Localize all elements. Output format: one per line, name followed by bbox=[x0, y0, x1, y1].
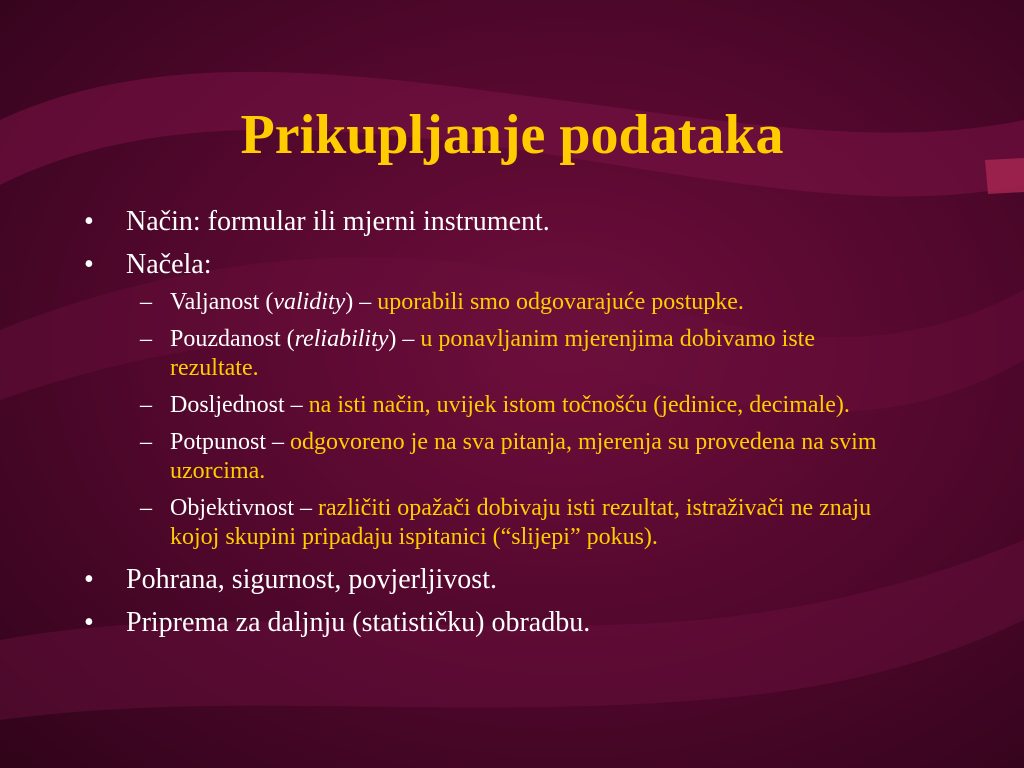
dash: – bbox=[140, 495, 152, 521]
slide-title: Prikupljanje podataka bbox=[240, 104, 784, 166]
slide-content bbox=[82, 202, 982, 646]
sub-item-potpunost bbox=[140, 428, 890, 486]
term-description: odgovoreno je na sva pitanja, mjerenja su provedena na svim uzorcima. bbox=[170, 429, 877, 484]
term-label: Valjanost ( bbox=[170, 289, 274, 315]
term-close: ) – bbox=[345, 289, 378, 315]
bullet-dot: • bbox=[84, 564, 94, 595]
term-label: Dosljednost – bbox=[170, 392, 309, 418]
bullet-pohrana bbox=[82, 560, 982, 600]
sub-item-dosljednost bbox=[140, 391, 890, 420]
bullet-nacin bbox=[82, 202, 982, 242]
term-description: uporabili smo odgovarajuće postupke. bbox=[377, 289, 744, 315]
bullet-nacela bbox=[82, 245, 982, 285]
term-label: Pouzdanost ( bbox=[170, 326, 295, 352]
bullet-dot: • bbox=[84, 607, 94, 638]
term-italic: validity bbox=[273, 289, 346, 315]
bullet-priprema bbox=[82, 603, 982, 643]
term-description: na isti način, uvijek istom točnošću (jedinice, decimale). bbox=[308, 392, 850, 418]
bullet-text: Pohrana, sigurnost, povjerljivost. bbox=[126, 564, 497, 595]
sub-item-pouzdanost bbox=[140, 325, 890, 383]
term-italic: reliability bbox=[294, 326, 389, 352]
sub-item-objektivnost bbox=[140, 494, 890, 552]
bullet-dot: • bbox=[84, 206, 94, 237]
sub-item-valjanost bbox=[140, 288, 890, 317]
bullet-text: Način: formular ili mjerni instrument. bbox=[126, 206, 550, 237]
term-label: Potpunost – bbox=[170, 429, 291, 455]
dash: – bbox=[140, 429, 152, 455]
term-close: ) – bbox=[388, 326, 421, 352]
term-description: različiti opažači dobivaju isti rezultat, istraživači ne znaju kojoj skupini pripadaju ispitanici (“slijepi” pokus). bbox=[170, 495, 872, 550]
bullet-text: Priprema za daljnju (statističku) obradbu. bbox=[126, 607, 591, 638]
bullet-dot: • bbox=[84, 249, 94, 280]
term-description: u ponavljanim mjerenjima dobivamo iste rezultate. bbox=[170, 326, 816, 381]
dash: – bbox=[140, 326, 152, 352]
term-label: Objektivnost – bbox=[170, 495, 318, 521]
dash: – bbox=[140, 392, 152, 418]
dash: – bbox=[140, 289, 152, 315]
bullet-text: Načela: bbox=[126, 249, 212, 280]
